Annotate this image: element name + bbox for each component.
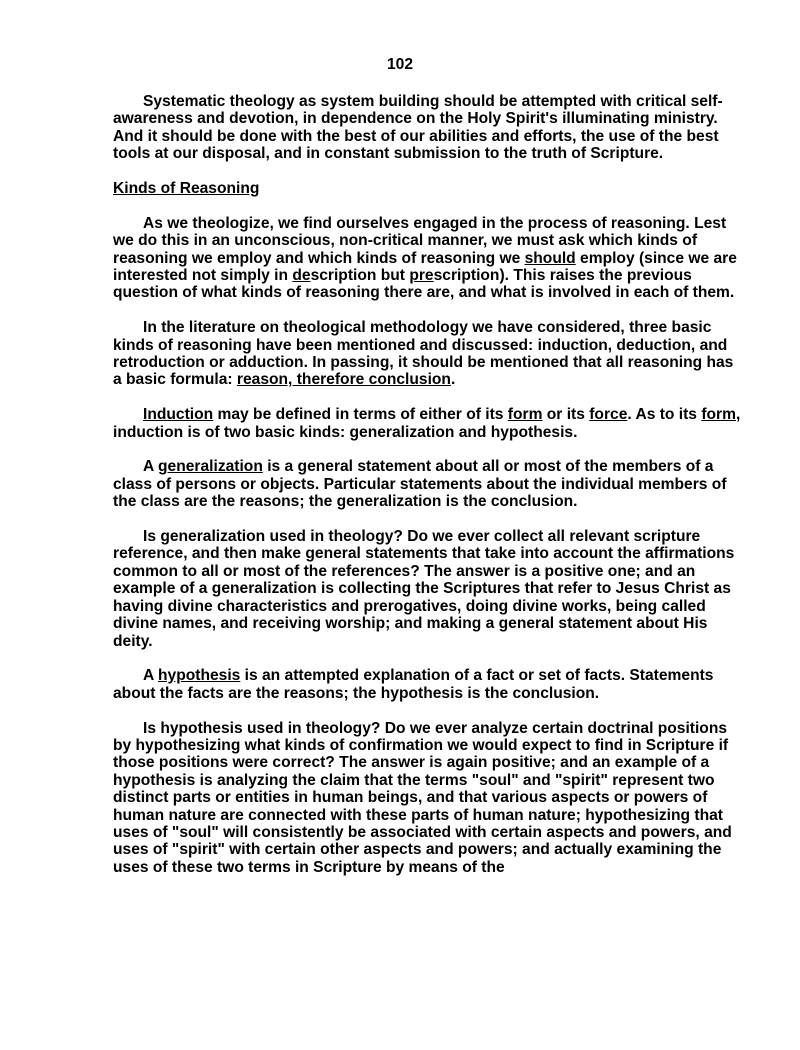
paragraph-generalization-definition xyxy=(113,458,743,510)
emphasis-generalization: generalization xyxy=(158,458,263,476)
text-run: may be defined in terms of either of its xyxy=(213,406,508,424)
body-text xyxy=(113,93,743,894)
paragraph-three-kinds xyxy=(113,319,743,389)
text-run: scription but xyxy=(310,267,410,285)
text-run: In the literature on theological methodology we have considered, three basic kinds of reasoning have been mentioned and discussed: induction, deduction, and retroduction or adduction. In passing, it should be mentioned that all reasoning has a basic formula: xyxy=(113,319,734,389)
text-run: . As to its xyxy=(627,406,702,424)
page-number: 102 xyxy=(386,56,414,73)
text-run: . xyxy=(450,371,456,389)
paragraph-hypothesis-definition xyxy=(113,667,743,702)
paragraph-process-of-reasoning xyxy=(113,215,743,302)
emphasis-force: force xyxy=(589,406,628,424)
paragraph-system-building: Systematic theology as system building should be attempted with critical self-awareness and devotion, in dependence on the Holy Spirit's illuminating ministry. And it should be done with the best of our abilities and efforts, the use of the best tools at our disposal, and in constant submission to the truth of Scripture. xyxy=(113,93,723,163)
emphasis-form: form xyxy=(701,406,736,424)
section-heading-kinds-of-reasoning: Kinds of Reasoning xyxy=(113,180,260,198)
text-run: A xyxy=(143,667,159,685)
text-run: scription). This raises the previous question of what kinds of reasoning there are, and what is involved in each of them. xyxy=(113,267,735,302)
text-run: or its xyxy=(542,406,590,424)
emphasis-formula: reason, therefore conclusion xyxy=(236,371,451,389)
emphasis-de: de xyxy=(292,267,311,285)
text-run: employ (since we are interested not simply in xyxy=(113,249,737,285)
text-run: A xyxy=(143,458,159,476)
text-run: , induction is of two basic kinds: generalization and hypothesis. xyxy=(113,406,741,441)
emphasis-hypothesis: hypothesis xyxy=(158,667,241,685)
paragraph-hypothesis-in-theology: Is hypothesis used in theology? Do we ever analyze certain doctrinal positions by hypothesizing what kinds of confirmation we would expect to find in Scripture if those positions were correct? The answer is again positive; and an example of a hypothesis is analyzing the claim that the terms "soul" and "spirit" represent two distinct parts or entities in human beings, and that various aspects or powers of human nature are connected with these parts of human nature; hypothesizing that uses of "soul" will consistently be associated with certain aspects and powers, and uses of "spirit" with certain other aspects and powers; and actually examining the uses of these two terms in Scripture by means of the xyxy=(113,719,732,876)
emphasis-pre: pre xyxy=(409,267,434,285)
emphasis-form: form xyxy=(507,406,543,424)
emphasis-should: should xyxy=(524,249,576,267)
text-run: is an attempted explanation of a fact or set of facts. Statements about the facts are the reasons; the hypothesis is the conclusion. xyxy=(113,667,714,702)
text-run: As we theologize, we find ourselves engaged in the process of reasoning. Lest we do this in an unconscious, non-critical manner, we must ask which kinds of reasoning we employ and which kinds of reasoning we xyxy=(113,214,727,267)
paragraph-generalization-in-theology: Is generalization used in theology? Do we ever collect all relevant scripture reference, and then make general statements that take into account the affirmations common to all or most of the references? The answer is a positive one; and an example of a generalization is collecting the Scriptures that refer to Jesus Christ as having divine characteristics and prerogatives, doing divine works, being called divine names, and receiving worship; and making a general statement about His deity. xyxy=(113,528,735,650)
emphasis-induction: Induction xyxy=(143,406,214,424)
paragraph-induction xyxy=(113,406,743,441)
text-run: is a general statement about all or most of the members of a class of persons or objects. Particular statements about the individual members of the class are the reasons; the generalization is the conclusion. xyxy=(113,458,727,511)
